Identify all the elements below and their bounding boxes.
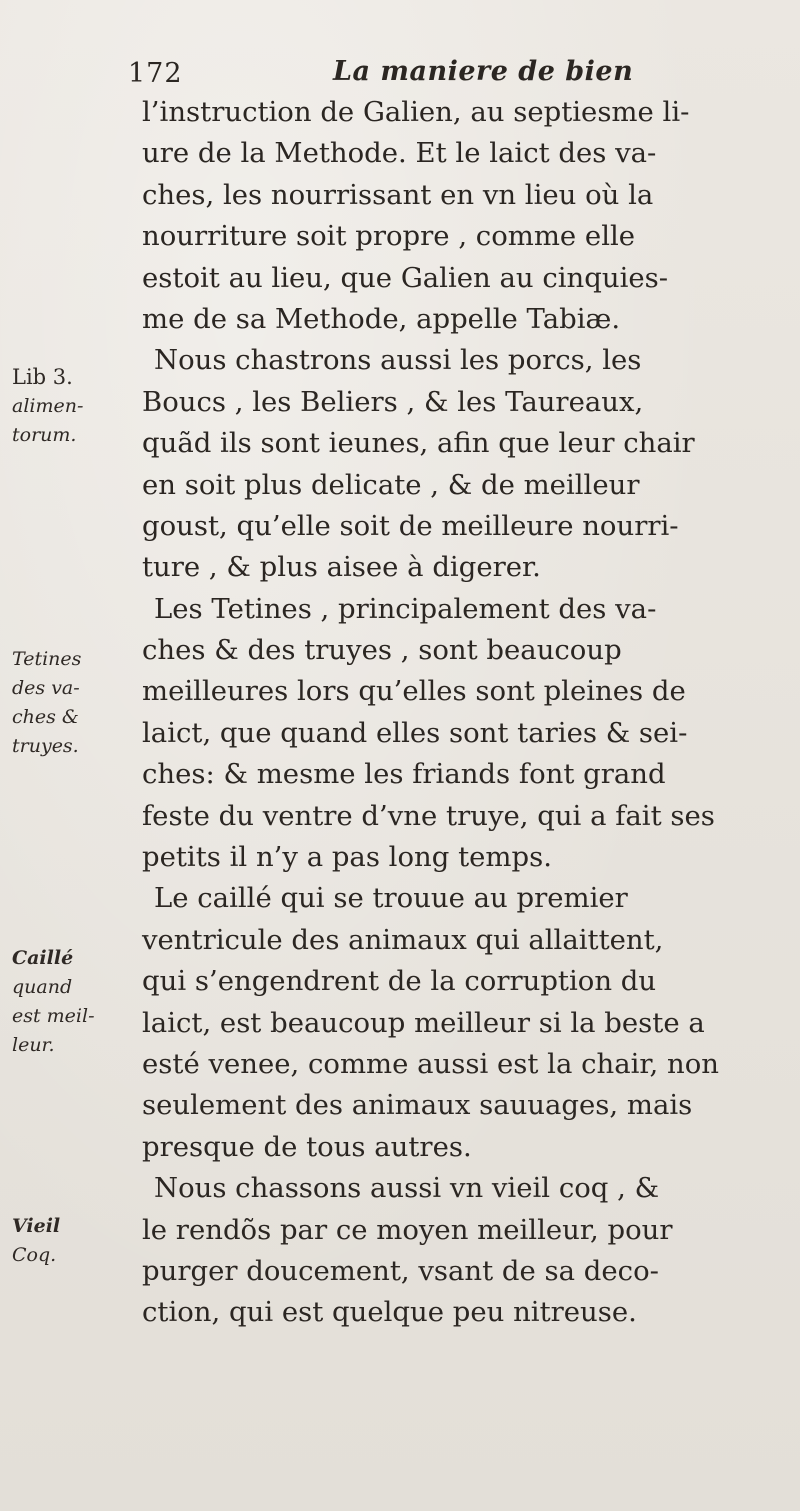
margin-note-line: Vieil <box>12 1215 61 1237</box>
text-line: ches & des truyes , sont beaucoup <box>142 634 622 667</box>
text-line: purger doucement, vsant de sa deco- <box>142 1254 659 1287</box>
margin-note-line: torum. <box>12 424 77 446</box>
text-line: ure de la Methode. Et le laict des va- <box>142 137 657 170</box>
margin-note-line: Tetines <box>12 648 82 670</box>
text-line: ture , & plus aisee à digerer. <box>142 551 541 584</box>
text-line: ches: & mesme les friands font grand <box>142 758 666 791</box>
text-line: laict, que quand elles sont taries & sei- <box>142 716 688 749</box>
text-line: laict, est beaucoup meilleur si la beste a <box>142 1006 705 1039</box>
margin-note-line: ches & <box>12 706 79 728</box>
text-line: feste du ventre d’vne truye, qui a fait ses <box>142 799 715 832</box>
text-line: petits il n’y a pas long temps. <box>142 841 552 874</box>
text-line: qui s’engendrent de la corruption du <box>142 965 657 998</box>
text-line: meilleures lors qu’elles sont pleines de <box>142 675 686 708</box>
margin-note-line: Lib 3. <box>12 365 73 389</box>
text-line: goust, qu’elle soit de meilleure nourri- <box>142 509 679 542</box>
margin-note-line: Coq. <box>12 1244 57 1266</box>
running-title: La maniere de bien <box>333 56 634 87</box>
margin-note-line: truyes. <box>12 735 79 757</box>
margin-note-line: Caillé <box>12 947 74 969</box>
text-line: presque de tous autres. <box>142 1130 472 1163</box>
body-text <box>140 92 790 1334</box>
text-line: Nous chastrons aussi les porcs, les <box>154 344 642 377</box>
text-line: en soit plus delicate , & de meilleur <box>142 468 640 501</box>
text-line: ches, les nourrissant en vn lieu où la <box>142 178 654 211</box>
margin-note-line: alimen- <box>12 395 84 417</box>
margin-note-caille <box>12 944 130 1060</box>
text-line: me de sa Methode, appelle Tabiæ. <box>142 302 621 335</box>
text-line: estoit au lieu, que Galien au cinquies- <box>142 261 669 294</box>
margin-note-line: est meil- <box>12 1005 95 1027</box>
text-line: quãd ils sont ieunes, afin que leur chair <box>142 427 695 460</box>
margin-note-line: quand <box>12 976 73 998</box>
margin-note-vieil-coq <box>12 1212 130 1270</box>
text-line: l’instruction de Galien, au septiesme li- <box>142 96 690 128</box>
margin-note-line: leur. <box>12 1034 55 1056</box>
text-line: seulement des animaux sauuages, mais <box>142 1089 693 1122</box>
text-line: le rendõs par ce moyen meilleur, pour <box>142 1213 673 1246</box>
text-line: esté venee, comme aussi est la chair, non <box>142 1047 720 1080</box>
text-line: nourriture soit propre , comme elle <box>142 220 636 253</box>
text-line: Nous chassons aussi vn vieil coq , & <box>154 1172 660 1205</box>
margin-note-tetines <box>12 645 130 761</box>
text-line: ventricule des animaux qui allaittent, <box>142 923 664 956</box>
margin-note-lib-alimentorum <box>12 363 130 450</box>
page-number: 172 <box>128 58 183 89</box>
text-line: Le caillé qui se trouue au premier <box>154 882 628 915</box>
text-line: ction, qui est quelque peu nitreuse. <box>142 1296 637 1329</box>
margin-note-line: des va- <box>12 677 80 699</box>
text-line: Boucs , les Beliers , & les Taureaux, <box>142 385 644 418</box>
text-line: Les Tetines , principalement des va- <box>154 592 657 625</box>
